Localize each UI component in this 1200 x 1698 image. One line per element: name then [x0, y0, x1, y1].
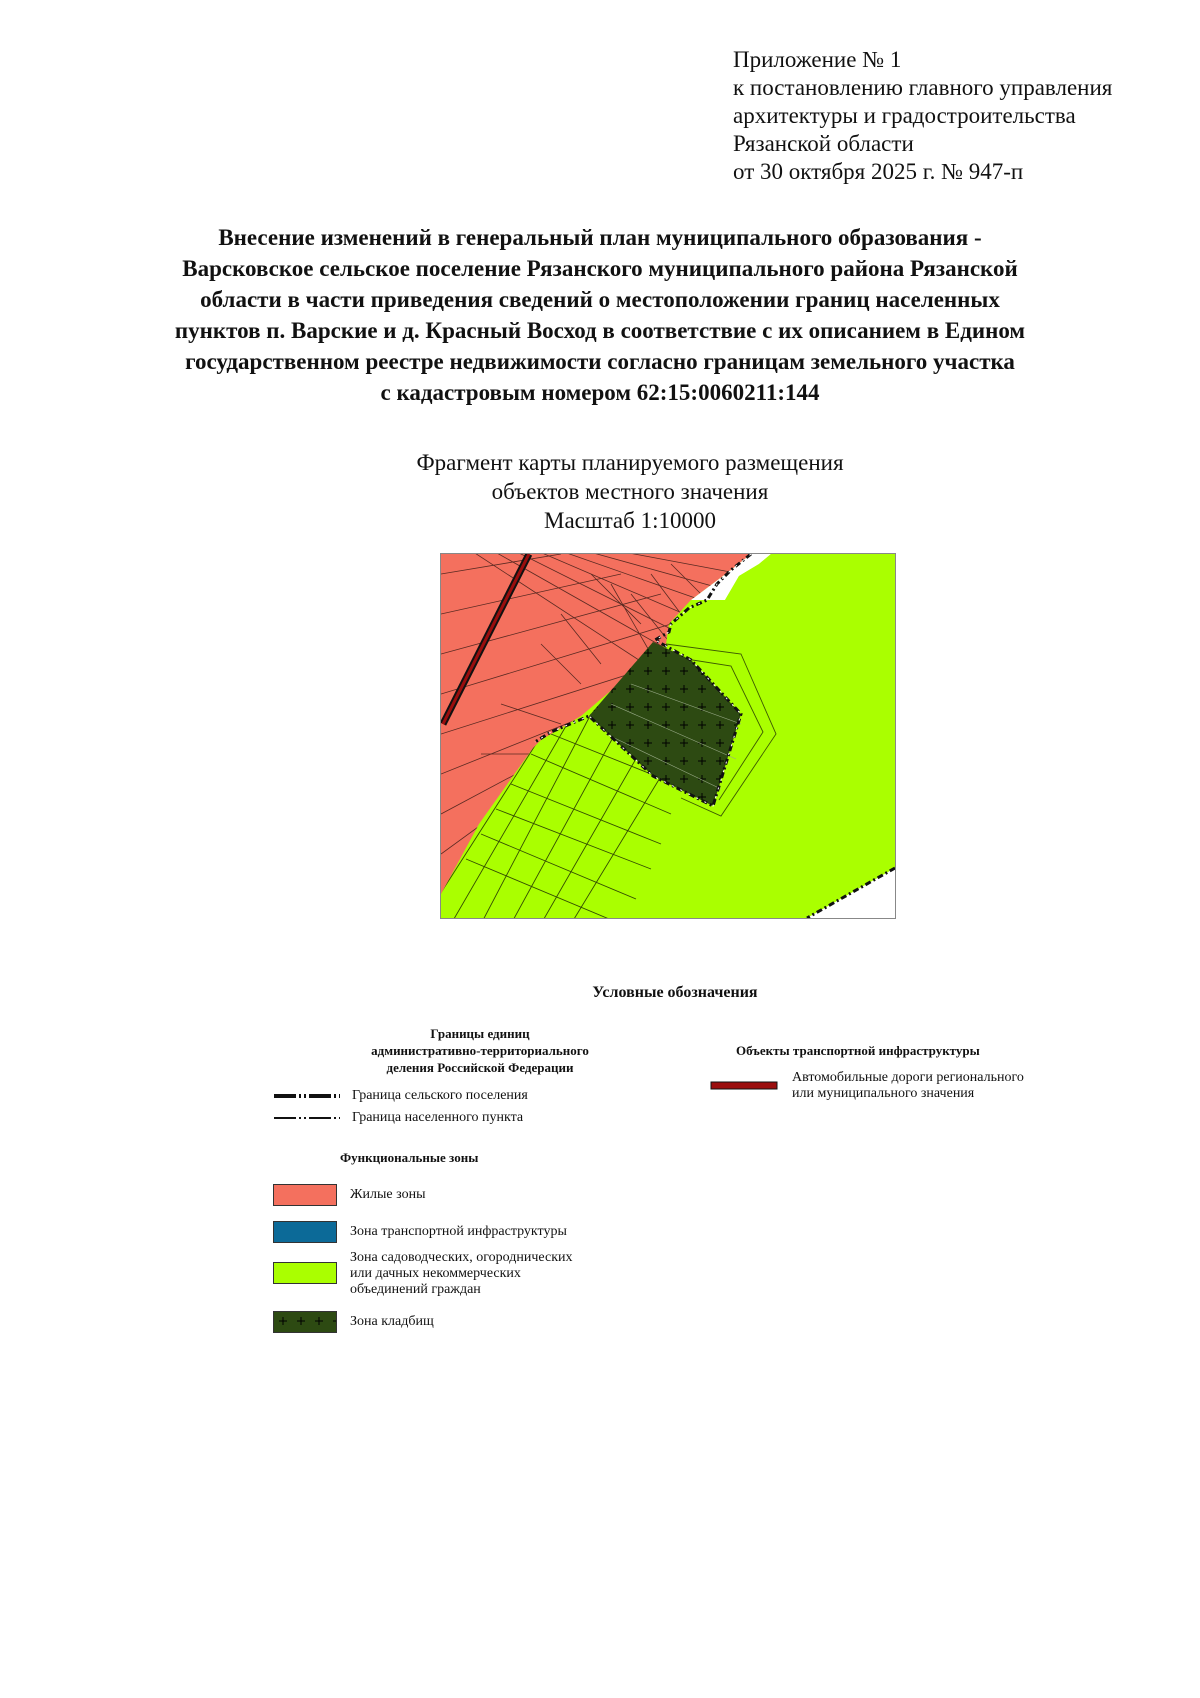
- label-line: или муниципального значения: [792, 1086, 975, 1101]
- legend-zones-heading: Функциональные зоны: [340, 1150, 479, 1165]
- cemetery-swatch-pattern: [274, 1312, 336, 1332]
- appendix-header: [733, 46, 1173, 186]
- road-symbol: [710, 1081, 778, 1091]
- label-line: Автомобильные дороги регионального: [792, 1070, 1024, 1085]
- appendix-line: Рязанской области: [733, 131, 914, 156]
- appendix-line: от 30 октября 2025 г. № 947-п: [733, 159, 1024, 184]
- title-line: Внесение изменений в генеральный план муниципального образования -: [218, 225, 982, 250]
- map-caption: [330, 448, 930, 535]
- map-svg: [441, 554, 895, 918]
- title-line: пунктов п. Варские и д. Красный Восход в соответствие с их описанием в Едином: [174, 318, 1026, 343]
- heading-line: Границы единиц: [430, 1026, 530, 1041]
- title-line: с кадастровым номером 62:15:0060211:144: [380, 380, 820, 405]
- rural-boundary-symbol: [272, 1090, 342, 1102]
- road-label: [792, 1070, 1024, 1102]
- residential-swatch: [273, 1184, 337, 1206]
- caption-line: Фрагмент карты планируемого размещения: [416, 450, 844, 475]
- cemetery-label: Зона кладбищ: [350, 1314, 434, 1329]
- document-title: [150, 222, 1050, 408]
- legend-boundaries-heading: [320, 1025, 640, 1076]
- title-line: области в части приведения сведений о местоположении границ населенных: [200, 287, 1000, 312]
- cemetery-swatch: [273, 1311, 337, 1333]
- rural-boundary-label: Граница сельского поселения: [352, 1088, 528, 1103]
- label-line: объединений граждан: [350, 1282, 481, 1297]
- gardening-label: [350, 1250, 573, 1298]
- residential-label: Жилые зоны: [350, 1187, 426, 1202]
- map-fragment: [440, 553, 896, 919]
- heading-line: деления Российской Федерации: [386, 1060, 574, 1075]
- appendix-line: к постановлению главного управления: [733, 75, 1113, 100]
- scale-label: Масштаб 1:10000: [544, 508, 716, 533]
- transport-label: Зона транспортной инфраструктуры: [350, 1224, 567, 1239]
- title-line: Варсковское сельское поселение Рязанского муниципального района Рязанской: [182, 256, 1018, 281]
- gardening-swatch: [273, 1262, 337, 1284]
- transport-swatch: [273, 1221, 337, 1243]
- legend-title: Условные обозначения: [592, 984, 758, 1001]
- locality-boundary-label: Граница населенного пункта: [352, 1110, 524, 1125]
- label-line: Зона садоводческих, огороднических: [350, 1250, 573, 1265]
- heading-line: административно-территориального: [371, 1043, 589, 1058]
- locality-boundary-symbol: [272, 1112, 342, 1124]
- caption-line: объектов местного значения: [491, 479, 769, 504]
- appendix-line: Приложение № 1: [733, 47, 902, 72]
- label-line: или дачных некоммерческих: [350, 1266, 521, 1281]
- legend-transport-heading: Объекты транспортной инфраструктуры: [736, 1043, 980, 1058]
- title-line: государственном реестре недвижимости согласно границам земельного участка: [185, 349, 1015, 374]
- appendix-line: архитектуры и градостроительства: [733, 103, 1076, 128]
